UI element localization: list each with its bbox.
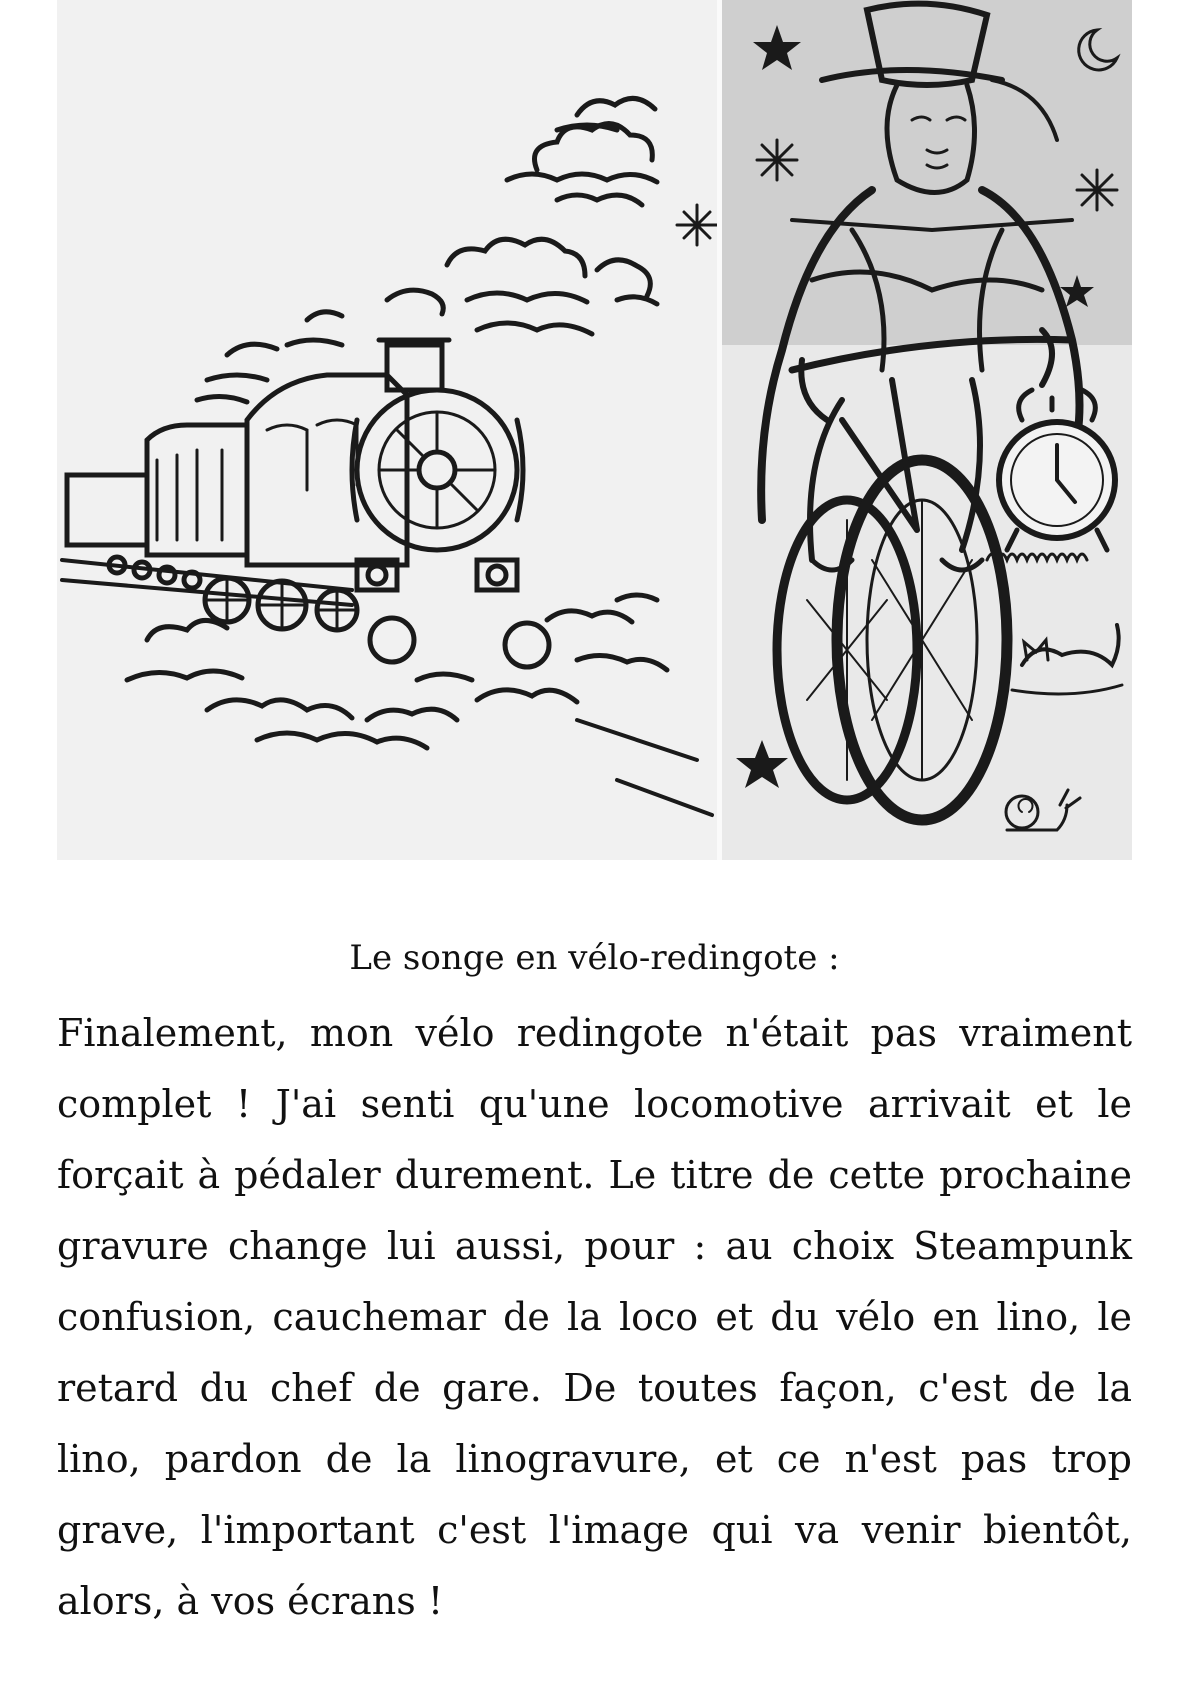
- cyclist-drawing: [722, 0, 1132, 860]
- body-paragraph: Finalement, mon vélo redingote n'était pas vraiment complet ! J'ai senti qu'une locomotive arrivait et le forçait à pédaler durement. Le titre de cette prochaine gravure change lui aussi, pour : au choix Steampunk confusion, cauchemar de la loco et du vélo en lino, le retard du chef de gare. De toutes façon, c'est de la lino, pardon de la linogravure, et ce n'est pas trop grave, l'important c'est l'image qui va venir bientôt, alors, à vos écrans !: [57, 1011, 1132, 1623]
- linocut-illustration: [57, 0, 1132, 860]
- text-title: Le songe en vélo-redingote :: [349, 938, 840, 978]
- cyclist-panel: [722, 0, 1132, 860]
- locomotive-panel: [57, 0, 717, 860]
- locomotive-drawing: [57, 0, 717, 860]
